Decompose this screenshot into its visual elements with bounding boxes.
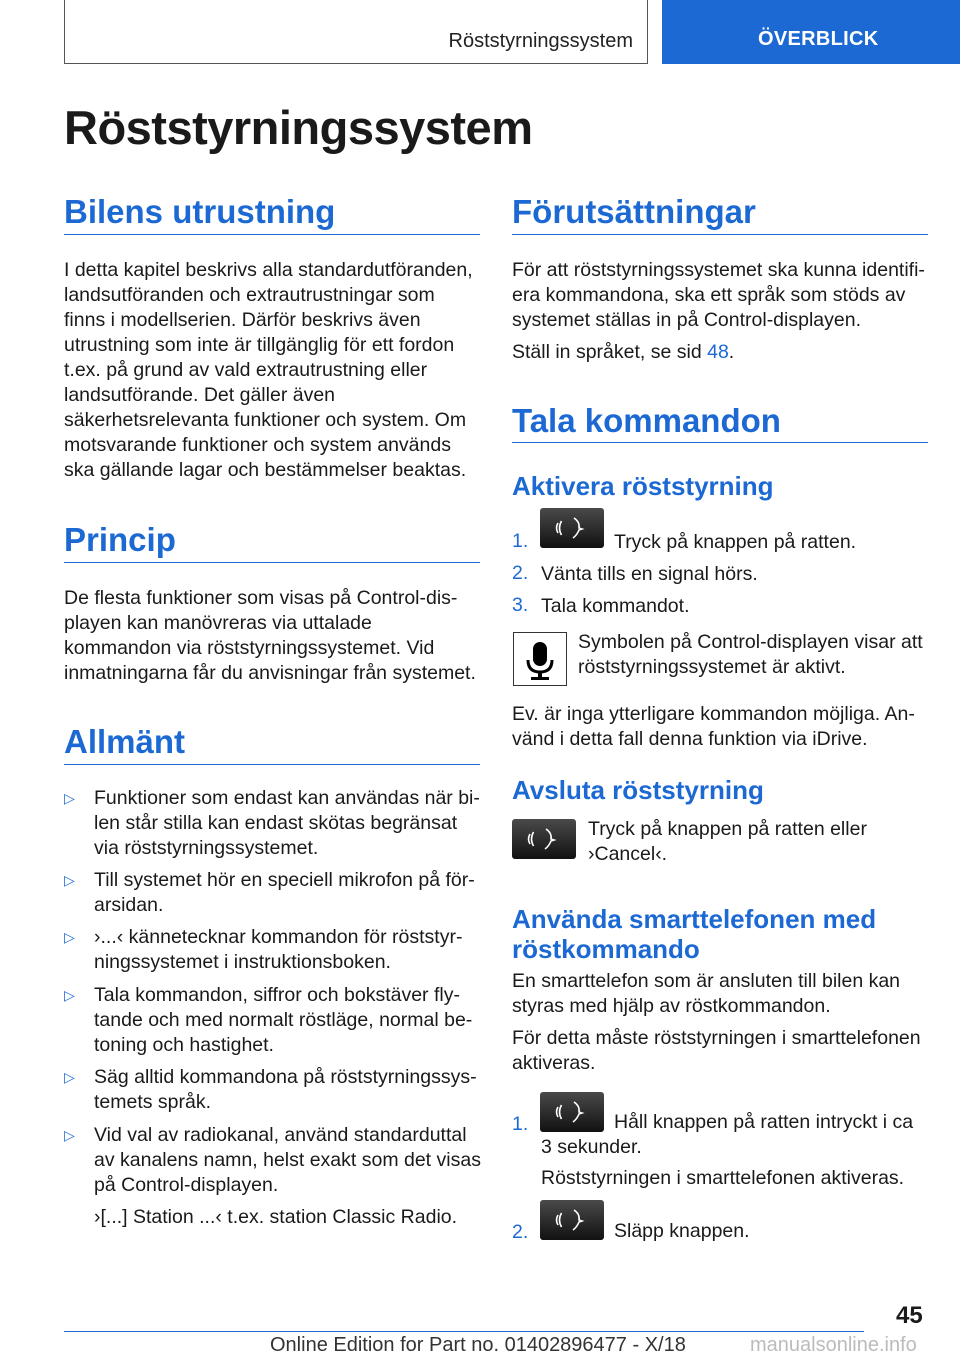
heading-rule [64, 562, 480, 563]
station-example: ›[...] Station ...‹ t.ex. station Classic Radio. [94, 1206, 458, 1228]
heading-rule [64, 234, 480, 235]
heading-smarttelefon: Använda smarttelefonen med röstkommando [512, 904, 877, 964]
triangle-bullet-icon: ▷ [64, 1069, 75, 1085]
page-number: 45 [896, 1302, 923, 1329]
step-text: Tryck på knappen på ratten. [614, 531, 857, 553]
step-text: Släpp knappen. [614, 1220, 750, 1242]
voice-button-icon [540, 508, 604, 548]
step-number: 1. [512, 1113, 529, 1135]
heading-tala-kommandon: Tala kommandon [512, 402, 781, 439]
heading-rule [512, 234, 928, 235]
forut-text: För att röststyrningssystemet ska kunna identifiera kommandona, ska ett språk som stöds av systemet ställas in på Control-displayen. [512, 259, 925, 331]
heading-allmant: Allmänt [64, 723, 186, 760]
triangle-bullet-icon: ▷ [64, 872, 75, 888]
triangle-bullet-icon: ▷ [64, 987, 75, 1003]
heading-forutsattningar: Förutsättningar [512, 193, 756, 230]
footer-rule [64, 1331, 864, 1332]
page-title: Röststyrningssystem [64, 101, 533, 154]
step-text: Tala kommandot. [541, 595, 690, 617]
heading-rule [64, 764, 480, 765]
triangle-bullet-icon: ▷ [64, 929, 75, 945]
voice-button-icon [512, 819, 576, 859]
page-link[interactable]: 48 [707, 341, 729, 363]
triangle-bullet-icon: ▷ [64, 1127, 75, 1143]
step-number: 1. [512, 530, 529, 552]
triangle-bullet-icon: ▷ [64, 790, 75, 806]
step-text: Håll knappen på ratten intryckt i ca 3 sekunder. [541, 1111, 914, 1158]
princip-text: De flesta funktioner som visas på Control-displayen kan manövreras via uttalade kommandon via röststyrningssystemet. Vid inmatningarna får du anvisningar från systemet. [64, 587, 476, 684]
microphone-icon [513, 632, 567, 686]
watermark: manualsonline.info [750, 1334, 917, 1356]
header-section-label: Röststyrningssystem [448, 30, 633, 52]
edition-text: Online Edition for Part no. 01402896477 - X/18 [270, 1334, 686, 1356]
overview-button[interactable] [662, 0, 960, 64]
stall-text: Ställ in språket, se sid 48. [512, 341, 735, 363]
step-number: 3. [512, 594, 529, 616]
heading-aktivera: Aktivera röststyrning [512, 471, 774, 501]
overview-label: ÖVERBLICK [758, 28, 879, 50]
heading-bilens-utrustning: Bilens utrustning [64, 193, 336, 230]
symbol-text: Symbolen på Control-displayen visar att röststyrningssystemet är aktivt. [578, 631, 923, 678]
ev-text: Ev. är inga ytterligare kommandon möjliga. Använd i detta fall denna funktion via iDrive. [512, 703, 915, 750]
heading-avsluta: Avsluta röststyrning [512, 775, 764, 805]
bilens-text: I detta kapitel beskrivs alla standardutföranden, landsutföranden och extrautrustningar som finns i modellserien. Därför beskrivs även utrustning som inte är tillgänglig för ett fordon t.ex. på grund av vald extrautrustning eller landsutförande. Det gäller även säkerhetsrelevanta funktioner och system. Om motsvarande funktioner och system används ska gällande lagar och bestämmelser beaktas. [64, 259, 473, 481]
smart-text: För detta måste röststyrningen i smarttelefonen aktiveras. [512, 1027, 921, 1074]
step-number: 2. [512, 562, 529, 584]
heading-rule [512, 442, 928, 443]
voice-button-icon [540, 1200, 604, 1240]
step-number: 2. [512, 1221, 529, 1243]
step-subtext: Röststyrningen i smarttelefonen aktiveras. [541, 1167, 905, 1189]
smart-text: En smarttelefon som är ansluten till bilen kan styras med hjälp av röstkommandon. [512, 970, 901, 1017]
header-section-tab [64, 0, 648, 64]
avsluta-text: Tryck på knappen på ratten eller ›Cancel‹. [588, 818, 867, 865]
step-text: Vänta tills en signal hörs. [541, 563, 758, 585]
heading-princip: Princip [64, 521, 176, 558]
